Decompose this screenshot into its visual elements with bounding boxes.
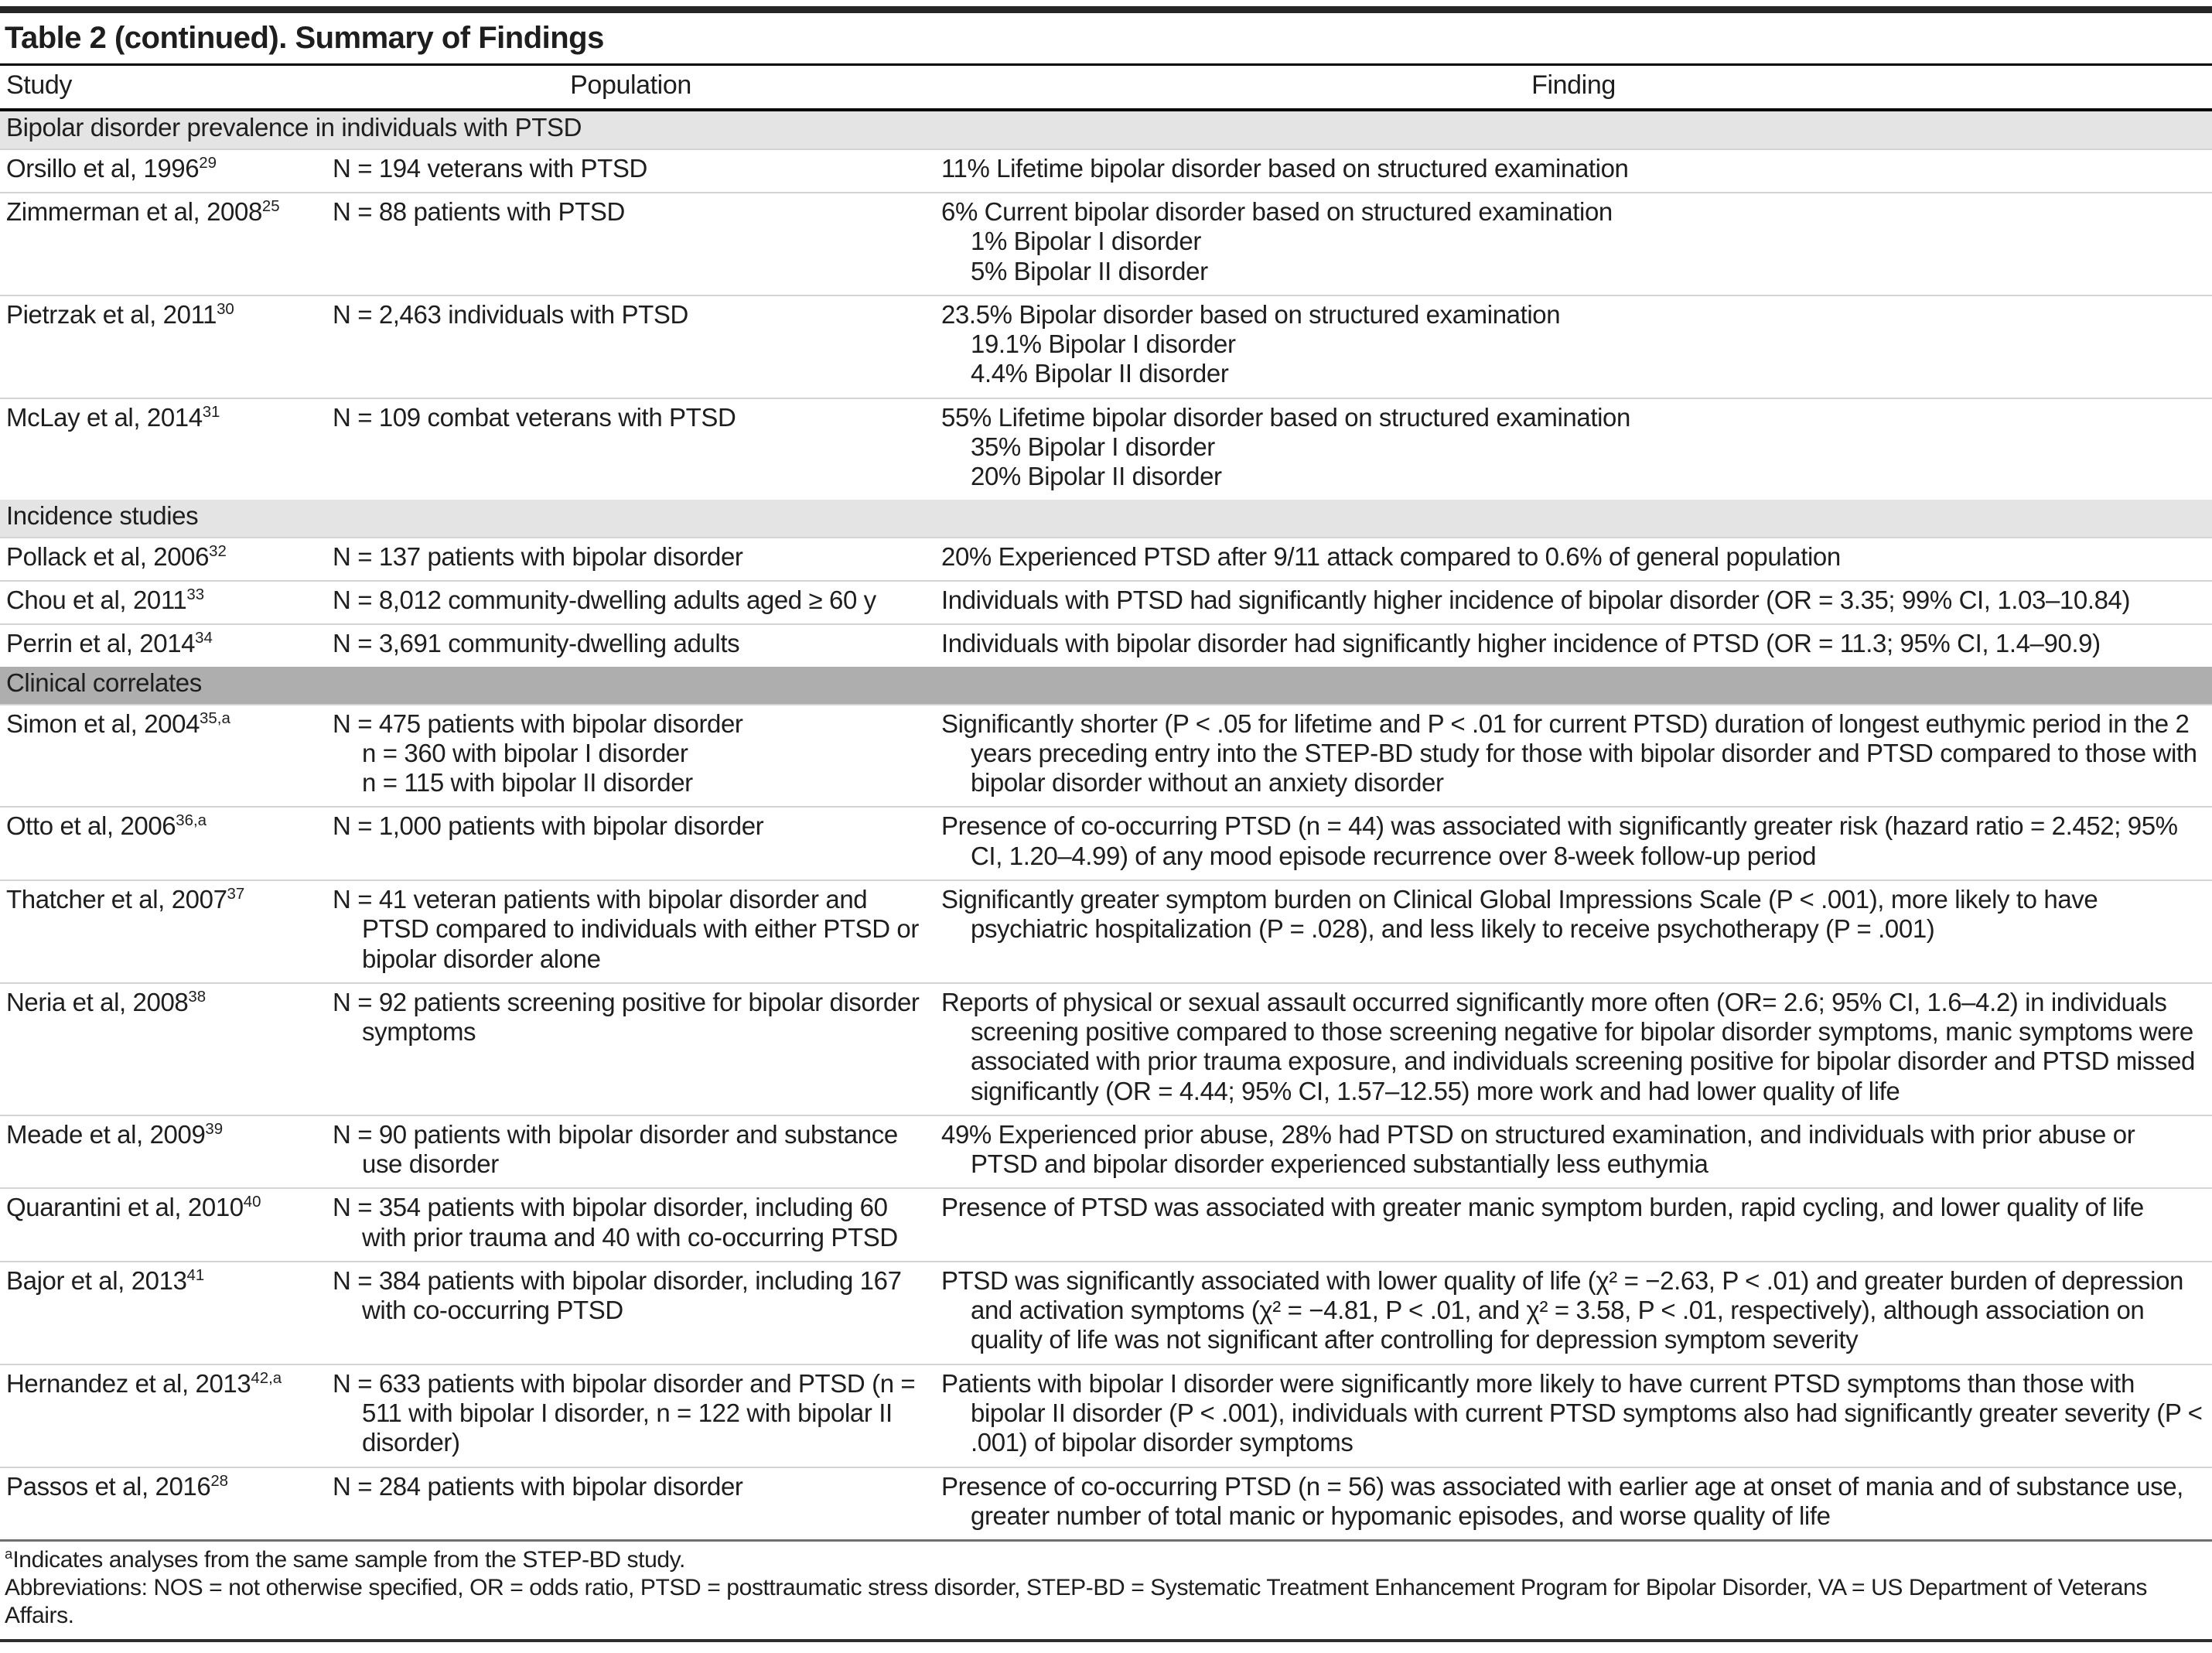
reference-superscript: 31 <box>202 402 220 421</box>
top-rule-bar <box>0 6 2212 13</box>
finding-line: Reports of physical or sexual assault occurred significantly more often (OR= 2.6; 95% CI, 1.6–4.2) in individuals screening positive compared to those screening negative for bipolar disorder symptoms, manic symptoms were associated with prior trauma exposure, and individuals screening positive for bipolar disorder and PTSD missed significantly (OR = 4.44; 95% CI, 1.57–12.55) more work and had lower quality of life <box>941 987 2195 1105</box>
population-cell <box>326 295 935 398</box>
reference-superscript: 38 <box>188 987 207 1006</box>
footnote-abbreviations: Abbreviations: NOS = not otherwise specified, OR = odds ratio, PTSD = posttraumatic stress disorder, STEP-BD = Systematic Treatment Enhancement Program for Bipolar Disorder, VA = US Department of Veterans Affairs. <box>5 1575 2147 1629</box>
population-line: N = 384 patients with bipolar disorder, including 167 with co-occurring PTSD <box>333 1265 902 1325</box>
reference-superscript: 36,a <box>176 811 207 830</box>
finding-line: 11% Lifetime bipolar disorder based on structured examination <box>941 153 1629 183</box>
finding-line: Significantly shorter (P < .05 for lifetime and P < .01 for current PTSD) duration of longest euthymic period in the 2 years preceding entry into the STEP-BD study for those with bipolar disorder and PTSD compared to those with bipolar disorder without an anxiety disorder <box>941 709 2197 797</box>
population-cell <box>326 983 935 1115</box>
finding-cell <box>935 1115 2212 1189</box>
section-label: Bipolar disorder prevalence in individuals with PTSD <box>0 110 2212 149</box>
finding-line: Patients with bipolar I disorder were significantly more likely to have current PTSD symptoms than those with bipolar II disorder (P < .001), individuals with current PTSD symptoms also had significantly greater severity (P < .001) of bipolar disorder symptoms <box>941 1368 2203 1457</box>
table-title: Table 2 (continued). Summary of Findings <box>5 21 604 55</box>
reference-superscript: 42,a <box>251 1368 282 1387</box>
population-cell <box>326 398 935 500</box>
section-row <box>0 500 2212 537</box>
finding-line: 49% Experienced prior abuse, 28% had PTSD on structured examination, and individuals with prior abuse or PTSD and bipolar disorder experienced substantially less euthymia <box>941 1119 2135 1179</box>
population-cell <box>326 807 935 880</box>
population-line: N = 41 veteran patients with bipolar disorder and PTSD compared to individuals with either PTSD or bipolar disorder alone <box>333 885 919 973</box>
study-cell: Simon et al, 2004$^{35,a}$ <box>0 705 326 808</box>
header-row <box>0 65 2212 111</box>
table-row <box>0 1467 2212 1540</box>
study-cell: McLay et al, 2014$^{31}$ <box>0 398 326 500</box>
finding-line: Individuals with PTSD had significantly higher incidence of bipolar disorder (OR = 3.35; 99% CI, 1.03–10.84) <box>941 585 2131 614</box>
population-line: N = 633 patients with bipolar disorder and PTSD (n = 511 with bipolar I disorder, n = 122 with bipolar II disorder) <box>333 1368 916 1457</box>
population-cell <box>326 149 935 193</box>
study-cell: Neria et al, 2008$^{38}$ <box>0 983 326 1115</box>
finding-line: Presence of co-occurring PTSD (n = 44) was associated with significantly greater risk (hazard ratio = 2.452; 95% CI, 1.20–4.99) of any mood episode recurrence over 8-week follow-up period <box>941 811 2178 870</box>
finding-line: 6% Current bipolar disorder based on structured examination <box>941 196 1613 226</box>
footnote-a <box>5 1546 2207 1574</box>
population-line: n = 115 with bipolar II disorder <box>362 768 693 797</box>
population-line: N = 194 veterans with PTSD <box>333 153 647 183</box>
reference-superscript: 30 <box>217 299 234 318</box>
section-label: Incidence studies <box>0 500 2212 537</box>
study-cell: Orsillo et al, 1996$^{29}$ <box>0 149 326 193</box>
footnote-a-text: Indicates analyses from the same sample from the STEP-BD study. <box>12 1547 685 1573</box>
table-header <box>0 65 2212 111</box>
finding-line: 55% Lifetime bipolar disorder based on structured examination <box>941 402 1630 432</box>
table-row <box>0 1115 2212 1189</box>
finding-cell <box>935 983 2212 1115</box>
section-label: Clinical correlates <box>0 667 2212 704</box>
population-line: N = 137 patients with bipolar disorder <box>333 541 743 571</box>
column-header-finding: Finding <box>935 65 2212 111</box>
finding-line: Presence of co-occurring PTSD (n = 56) was associated with earlier age at onset of mania and of substance use, greater number of total manic or hypomanic episodes, and worse quality of life <box>941 1471 2183 1530</box>
finding-cell <box>935 1262 2212 1364</box>
finding-cell <box>935 538 2212 581</box>
finding-cell <box>935 1467 2212 1540</box>
population-cell <box>326 581 935 624</box>
population-cell <box>326 538 935 581</box>
finding-line: Presence of PTSD was associated with greater manic symptom burden, rapid cycling, and lower quality of life <box>941 1193 2144 1222</box>
finding-line: 1% Bipolar I disorder <box>971 227 1201 256</box>
table-row <box>0 1188 2212 1262</box>
population-cell <box>326 1364 935 1467</box>
table-row <box>0 1262 2212 1364</box>
table-row <box>0 880 2212 983</box>
finding-line: 35% Bipolar I disorder <box>971 432 1215 461</box>
reference-superscript: 25 <box>261 196 280 215</box>
column-header-study: Study <box>0 65 326 111</box>
finding-cell <box>935 705 2212 808</box>
table-row <box>0 295 2212 398</box>
summary-of-findings-table <box>0 63 2212 1539</box>
table-row <box>0 807 2212 880</box>
finding-line: PTSD was significantly associated with lower quality of life (χ² = −2.63, P < .01) and greater burden of depression and activation symptoms (χ² = −4.81, P < .01, and χ² = 3.58, P < .01, respectively), although association on quality of life was not significant after controlling for depression symptom severity <box>941 1265 2183 1354</box>
bottom-rule-bar <box>0 1639 2212 1642</box>
study-cell: Pietrzak et al, 2011$^{30}$ <box>0 295 326 398</box>
table-row <box>0 705 2212 808</box>
finding-line: 20% Experienced PTSD after 9/11 attack compared to 0.6% of general population <box>941 541 1841 571</box>
table-row <box>0 983 2212 1115</box>
study-cell: Zimmerman et al, 2008$^{25}$ <box>0 193 326 295</box>
table-row <box>0 624 2212 667</box>
population-line: N = 354 patients with bipolar disorder, including 60 with prior trauma and 40 with co-occurring PTSD <box>333 1193 898 1252</box>
population-cell <box>326 1188 935 1262</box>
population-line: N = 92 patients screening positive for bipolar disorder symptoms <box>333 987 920 1047</box>
population-line: N = 88 patients with PTSD <box>333 196 625 226</box>
population-cell <box>326 1262 935 1364</box>
population-cell <box>326 193 935 295</box>
study-cell: Hernandez et al, 2013$^{42,a}$ <box>0 1364 326 1467</box>
table-row <box>0 538 2212 581</box>
finding-line: Significantly greater symptom burden on Clinical Global Impressions Scale (P < .001), more likely to have psychiatric hospitalization (P = .028), and less likely to receive psychotherapy (P = .001) <box>941 885 2098 944</box>
reference-superscript: 39 <box>205 1119 224 1138</box>
reference-superscript: 28 <box>210 1471 229 1490</box>
study-cell: Meade et al, 2009$^{39}$ <box>0 1115 326 1189</box>
reference-superscript: 37 <box>227 885 245 903</box>
column-header-population: Population <box>326 65 935 111</box>
table-row <box>0 193 2212 295</box>
study-cell: Perrin et al, 2014$^{34}$ <box>0 624 326 667</box>
finding-line: 20% Bipolar II disorder <box>971 462 1222 491</box>
population-line: N = 284 patients with bipolar disorder <box>333 1471 743 1501</box>
population-line: N = 8,012 community-dwelling adults aged ≥ 60 y <box>333 585 876 614</box>
study-cell: Thatcher et al, 2007$^{37}$ <box>0 880 326 983</box>
study-cell: Bajor et al, 2013$^{41}$ <box>0 1262 326 1364</box>
population-line: N = 109 combat veterans with PTSD <box>333 402 736 432</box>
finding-cell <box>935 398 2212 500</box>
population-cell <box>326 880 935 983</box>
finding-cell <box>935 193 2212 295</box>
population-line: N = 3,691 community-dwelling adults <box>333 629 740 658</box>
study-cell: Passos et al, 2016$^{28}$ <box>0 1467 326 1540</box>
finding-line: 5% Bipolar II disorder <box>971 256 1208 285</box>
finding-cell <box>935 807 2212 880</box>
finding-cell <box>935 295 2212 398</box>
finding-line: Individuals with bipolar disorder had significantly higher incidence of PTSD (OR = 11.3; 95% CI, 1.4–90.9) <box>941 629 2101 658</box>
section-row <box>0 667 2212 704</box>
population-line: N = 475 patients with bipolar disorder <box>333 709 743 738</box>
population-line: N = 1,000 patients with bipolar disorder <box>333 811 764 841</box>
reference-superscript: 29 <box>199 153 217 172</box>
finding-line: 23.5% Bipolar disorder based on structured examination <box>941 299 1561 329</box>
population-line: n = 360 with bipolar I disorder <box>362 738 688 767</box>
reference-superscript: 40 <box>243 1193 261 1211</box>
population-line: N = 2,463 individuals with PTSD <box>333 299 688 329</box>
reference-superscript: 32 <box>209 541 227 560</box>
reference-superscript: 41 <box>186 1265 205 1284</box>
study-cell: Quarantini et al, 2010$^{40}$ <box>0 1188 326 1262</box>
section-row <box>0 110 2212 149</box>
finding-line: 19.1% Bipolar I disorder <box>971 330 1236 359</box>
study-cell: Chou et al, 2011$^{33}$ <box>0 581 326 624</box>
reference-superscript: 35,a <box>200 709 230 727</box>
footnote-a-marker: a <box>5 1545 13 1562</box>
finding-line: 4.4% Bipolar II disorder <box>971 359 1229 388</box>
population-cell <box>326 705 935 808</box>
table-footnotes <box>0 1539 2212 1636</box>
finding-cell <box>935 880 2212 983</box>
table-row <box>0 149 2212 193</box>
finding-cell <box>935 1188 2212 1262</box>
table-row <box>0 398 2212 500</box>
finding-cell <box>935 581 2212 624</box>
population-cell <box>326 1115 935 1189</box>
finding-cell <box>935 624 2212 667</box>
table-body <box>0 110 2212 1539</box>
population-line: N = 90 patients with bipolar disorder and substance use disorder <box>333 1119 898 1179</box>
reference-superscript: 33 <box>186 585 205 603</box>
reference-superscript: 34 <box>195 629 213 647</box>
table-row <box>0 1364 2212 1467</box>
finding-cell <box>935 1364 2212 1467</box>
finding-cell <box>935 149 2212 193</box>
study-cell: Pollack et al, 2006$^{32}$ <box>0 538 326 581</box>
population-cell <box>326 624 935 667</box>
study-cell: Otto et al, 2006$^{36,a}$ <box>0 807 326 880</box>
population-cell <box>326 1467 935 1540</box>
table-row <box>0 581 2212 624</box>
